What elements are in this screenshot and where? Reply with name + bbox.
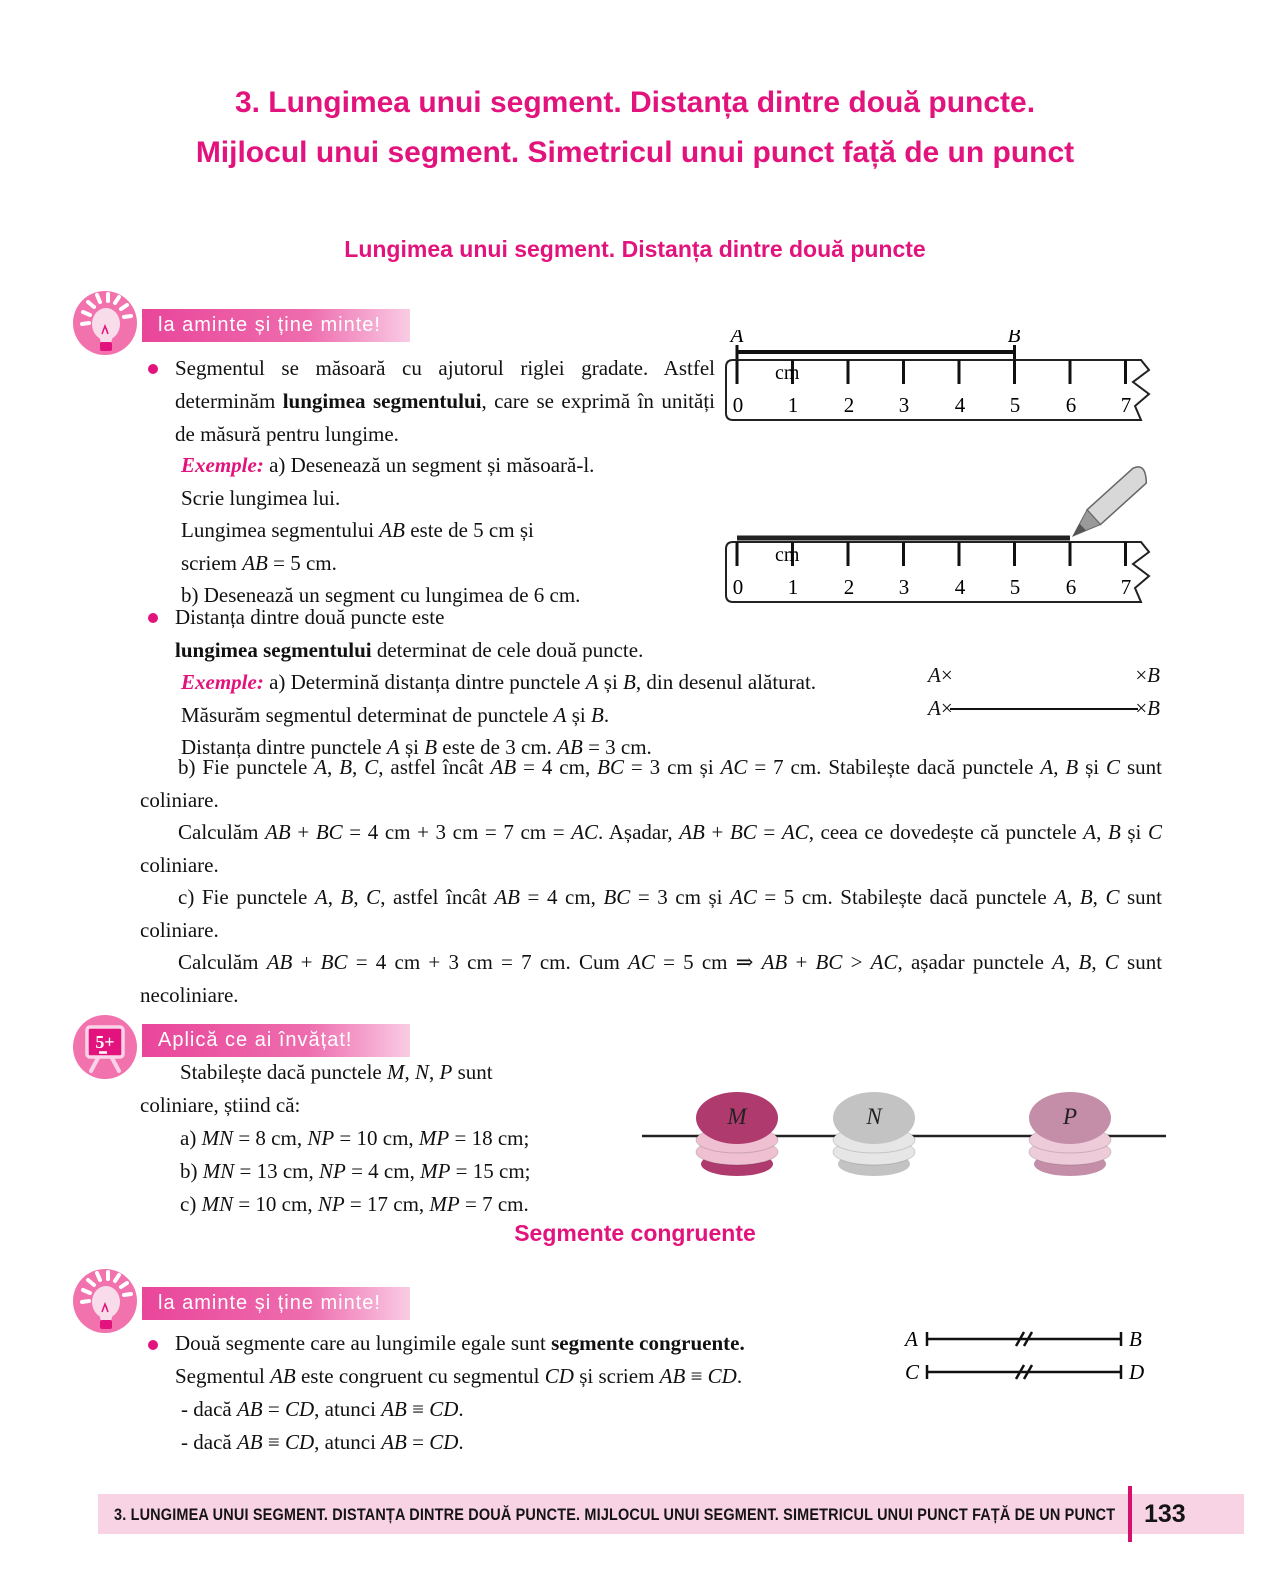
page-title-line2: Mijlocul unui segment. Simetricul unui punct față de un punct	[195, 136, 1075, 169]
text-line: Lungimea segmentului AB este de 5 cm și	[181, 518, 534, 542]
apply-banner: Aplică ce ai învățat!	[142, 1024, 410, 1057]
tick-label: 6	[1065, 575, 1077, 599]
point-label-c: C	[905, 1360, 920, 1384]
blackboard-5plus-icon	[72, 1014, 138, 1080]
tick-label: 3	[898, 575, 910, 599]
text-line: scriem AB = 5 cm.	[181, 550, 337, 575]
tick-label: 1	[787, 575, 799, 599]
text-line: coliniare, știind că:	[140, 1093, 301, 1117]
paragraph-c-solution: Calculăm AB + BC = 4 cm + 3 cm = 7 cm. Cum AC = 5 cm ⇒ AB + BC > AC, așadar punctele A, B, C sunt necoliniare.	[140, 950, 1163, 1007]
remember-banner: la aminte și ține minte!	[142, 1287, 410, 1320]
tick-label: 1	[787, 393, 799, 417]
point-label-b: B	[1147, 663, 1160, 687]
ruler-figure-ab	[723, 330, 1163, 430]
tick-label: 4	[954, 575, 966, 599]
text-line: - dacă AB = CD, atunci AB ≡ CD.	[181, 1397, 464, 1421]
tick-label: 5	[1009, 575, 1021, 599]
tick-label: 5	[1009, 393, 1021, 417]
tick-label: 7	[1120, 575, 1132, 599]
apply-exercise	[140, 1056, 630, 1221]
tick-label: 2	[843, 393, 855, 417]
cross-mark: ×	[940, 696, 953, 720]
footer-title: 3. LUNGIMEA UNUI SEGMENT. DISTANȚA DINTRE DOUĂ PUNCTE. MIJLOCUL UNUI SEGMENT. SIMETRICUL UNUI PUNCT FAȚĂ DE UN PUNCT	[114, 1505, 1116, 1524]
example-block-2	[181, 666, 981, 764]
point-label-p: P	[1062, 1104, 1078, 1129]
text-line: Distanța dintre punctele A și B este de 3 cm. AB = 3 cm.	[181, 735, 652, 759]
paragraph-distance	[175, 601, 875, 667]
paragraph-measure-segment: Segmentul se măsoară cu ajutorul riglei gradate. Astfel determinăm lungimea segmentului, care se exprimă în unități de măsură pentru lungime.	[175, 356, 715, 446]
section-heading-length: Lungimea unui segment. Distanța dintre două puncte	[344, 236, 926, 262]
point-label-n: N	[866, 1104, 882, 1129]
badge-5plus-label: 5+	[95, 1032, 115, 1052]
point-label-a: A	[928, 663, 941, 687]
page-title-line1: 3. Lungimea unui segment. Distanța dintre două puncte.	[234, 86, 1036, 119]
macaron-p	[1029, 1092, 1111, 1176]
cross-mark: ×	[940, 663, 953, 687]
tick-label: 0	[732, 393, 744, 417]
text-line: Stabilește dacă punctele M, N, P sunt	[180, 1060, 493, 1084]
bullet-dot	[148, 1340, 158, 1350]
macaron-n	[833, 1092, 915, 1176]
point-label-a: A	[928, 696, 941, 720]
ruler-unit-label: cm	[775, 544, 800, 566]
ruler-unit-label: cm	[775, 362, 800, 384]
point-label-d: D	[1129, 1360, 1145, 1384]
text-line: - dacă AB ≡ CD, atunci AB = CD.	[181, 1430, 464, 1454]
text-line: c) MN = 10 cm, NP = 17 cm, MP = 7 cm.	[180, 1192, 529, 1216]
tick-label: 6	[1065, 393, 1077, 417]
text-line: Scrie lungimea lui.	[181, 485, 341, 510]
tick-label: 2	[843, 575, 855, 599]
text-line: a) MN = 8 cm, NP = 10 cm, MP = 18 cm;	[180, 1126, 530, 1150]
section-heading-congruent: Segmente congruente	[514, 1220, 756, 1246]
remember-banner: la aminte și ține minte!	[142, 309, 410, 342]
bullet-dot	[148, 364, 158, 374]
point-label-b: B	[1129, 1327, 1142, 1351]
macaron-m	[696, 1092, 778, 1176]
tick-label: 3	[898, 393, 910, 417]
congruent-segments-text	[175, 1327, 905, 1459]
point-label-m: M	[727, 1104, 747, 1129]
text-line: Măsurăm segmentul determinat de punctele A și B.	[181, 702, 610, 727]
example-block-1	[181, 449, 741, 612]
lightbulb-icon	[72, 290, 138, 356]
text-line: lungimea segmentului determinat de cele două puncte.	[175, 638, 644, 662]
text-line: Distanța dintre două puncte este	[175, 605, 445, 629]
paragraph-b: b) Fie punctele A, B, C, astfel încât AB = 4 cm, BC = 3 cm și AC = 7 cm. Stabilește dacă punctele A, B și C sunt coliniare.	[140, 755, 1162, 812]
segment-line	[950, 708, 1139, 710]
text-line: Două segmente care au lungimile egale sunt segmente congruente.	[175, 1331, 745, 1355]
ruler-figure-pencil	[723, 452, 1163, 610]
page-number: 133	[1144, 1500, 1186, 1528]
text-line: Exemple: a) Desenează un segment și măsoară-l.	[181, 453, 595, 477]
paragraph-b-solution: Calculăm AB + BC = 4 cm + 3 cm = 7 cm = AC. Așadar, AB + BC = AC, ceea ce dovedește că punctele A, B și C coliniare.	[140, 820, 1163, 877]
point-label-a: A	[905, 1327, 918, 1351]
page-title	[0, 78, 1270, 178]
points-ab-figure	[928, 659, 1160, 725]
pencil-icon	[1073, 467, 1146, 536]
paragraph-c: c) Fie punctele A, B, C, astfel încât AB = 4 cm, BC = 3 cm și AC = 5 cm. Stabilește dacă punctele A, B, C sunt coliniare.	[140, 885, 1163, 942]
tick-label: 4	[954, 393, 966, 417]
bullet-dot	[148, 613, 158, 623]
tick-label: 0	[732, 575, 744, 599]
macarons-figure	[642, 1072, 1166, 1194]
collinearity-paragraphs	[140, 751, 1162, 1011]
text-line: Exemple: a) Determină distanța dintre punctele A și B, din desenul alăturat.	[181, 670, 817, 694]
point-label-b: B	[1147, 696, 1160, 720]
cross-mark: ×	[1135, 696, 1148, 720]
tick-label: 7	[1120, 393, 1132, 417]
cross-mark: ×	[1135, 663, 1148, 687]
text-line: b) MN = 13 cm, NP = 4 cm, MP = 15 cm;	[180, 1159, 531, 1183]
text-line: b) Desenează un segment cu lungimea de 6 cm.	[181, 583, 581, 607]
footer-divider	[1128, 1486, 1132, 1542]
text-line: Segmentul AB este congruent cu segmentul CD și scriem AB ≡ CD.	[175, 1364, 743, 1388]
lightbulb-icon	[72, 1268, 138, 1334]
footer-bar	[98, 1494, 1244, 1534]
point-label-a: A	[730, 330, 744, 347]
point-label-b: B	[1007, 330, 1021, 347]
congruent-segments-figure	[903, 1320, 1155, 1396]
